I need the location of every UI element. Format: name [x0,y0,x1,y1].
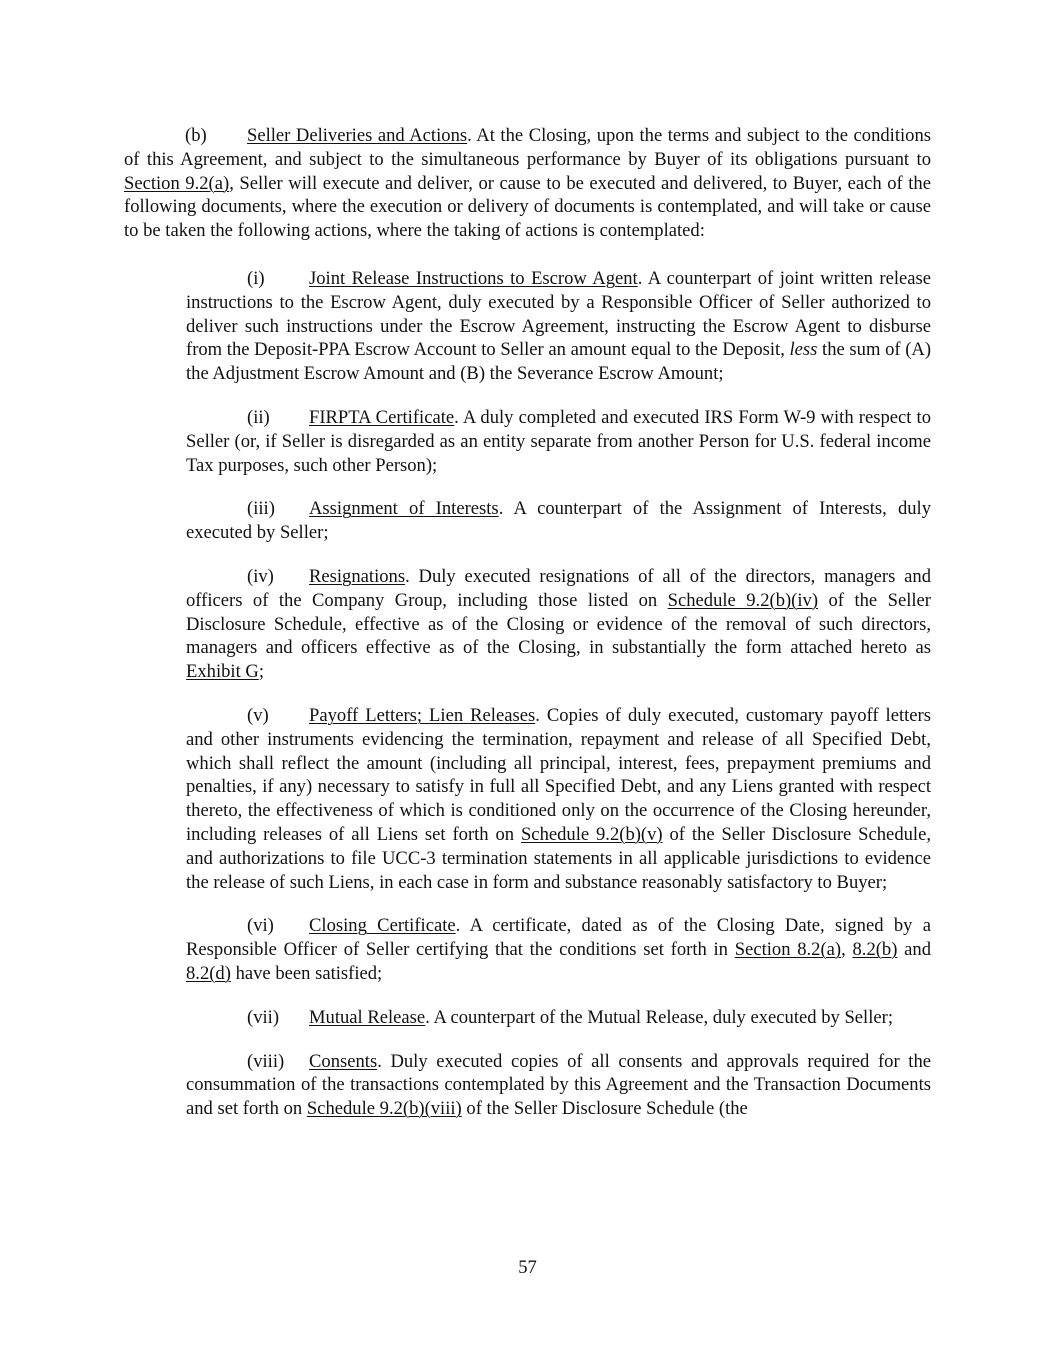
item-text: the sum of (A) the Adjustment Escrow Amount and (B) the Severance Escrow Amount; [186,339,932,385]
item-label: (iii) [247,498,275,520]
page-number: 57 [518,1257,537,1278]
cross-reference: Schedule 9.2(b)(iv) [667,589,819,611]
item-viii [186,1050,931,1121]
item-heading: Assignment of Interests [309,498,499,520]
item-iii [186,497,931,545]
item-iv [186,565,931,684]
item-heading: Joint Release Instructions to Escrow Agent [309,267,638,289]
item-italic-text: less [789,339,818,361]
item-label: (iv) [247,565,274,587]
item-label: (v) [247,704,269,726]
item-text: . A counterpart of the Mutual Release, duly executed by Seller; [425,1006,893,1028]
item-label: (viii) [247,1050,285,1072]
cross-reference: Schedule 9.2(b)(viii) [306,1098,462,1120]
paragraph-text: , Seller will execute and deliver, or cause to be executed and delivered, to Buyer, each of the following documents, where the execution or delivery of documents is contemplated, and will take or cause to be taken the following actions, where the taking of actions is contemplated: [124,172,931,242]
item-text: . A counterpart of joint written release instructions to the Escrow Agent, duly executed by a Responsible Officer of Seller authorized to deliver such instructions under the Escrow Agreement, instructing the Escrow Agent to disburse from the Deposit-PPA Escrow Account to Seller an amount equal to the Deposit, [186,267,931,361]
cross-reference: Exhibit G [186,661,259,683]
item-text: of the Seller Disclosure Schedule (the [461,1098,748,1120]
paragraph-label: (b) [185,125,207,146]
item-ii [186,406,931,477]
item-text: . A duly completed and executed IRS Form W-9 with respect to Seller (or, if Seller is disregarded as an entity separate from another Person for U.S. federal income Tax purposes, such other Person); [186,406,931,476]
item-text: . A counterpart of the Assignment of Interests, duly executed by Seller; [186,498,931,544]
item-label: (vi) [247,915,274,937]
item-label: (vii) [247,1006,280,1028]
item-heading: Closing Certificate [309,915,456,937]
item-text: . Duly executed copies of all consents and approvals required for the consummation of the transactions contemplated by this Agreement and the Transaction Documents and set forth on [186,1050,931,1120]
item-text: , [841,939,853,961]
cross-reference: Schedule 9.2(b)(v) [520,823,663,845]
item-text: . Copies of duly executed, customary payoff letters and other instruments evidencing the termination, repayment and release of all Specified Debt, which shall reflect the amount (including all principal, interest, fees, prepayment premiums and penalties, if any) necessary to satisfy in full all Specified Debt, and any Liens granted with respect thereto, the effectiveness of which is conditioned only on the occurrence of the Closing hereunder, including releases of all Liens set forth on [186,704,931,845]
item-text: of the Seller Disclosure Schedule, and authorizations to file UCC-3 termination statements in all applicable jurisdictions to evidence the release of such Liens, in each case in form and substance reasonably satisfactory to Buyer; [186,823,931,893]
item-text: of the Seller Disclosure Schedule, effective as of the Closing or evidence of the removal of such directors, managers and officers effective as of the Closing, in substantially the form attached hereto as [186,589,931,659]
cross-reference: Section 8.2(a) [734,939,842,961]
cross-reference: Section 9.2(a) [124,172,230,194]
item-heading: Mutual Release [309,1006,426,1028]
item-heading: Consents [309,1050,378,1072]
item-heading: FIRPTA Certificate [309,406,455,428]
item-text: . Duly executed resignations of all of the directors, managers and officers of the Company Group, including those listed on [186,565,931,611]
item-text: . A certificate, dated as of the Closing Date, signed by a Responsible Officer of Seller certifying that the conditions set forth in [186,915,931,961]
paragraph-heading: Seller Deliveries and Actions [247,125,468,146]
item-label: (ii) [247,406,270,428]
item-text: and [897,939,932,961]
item-label: (i) [247,267,265,289]
item-text: ; [258,661,264,683]
item-i [186,267,931,386]
paragraph-b [124,124,931,243]
item-heading: Payoff Letters; Lien Releases [309,704,536,726]
item-text: have been satisfied; [230,962,383,984]
document-page [124,124,931,1141]
item-vi [186,914,931,985]
item-vii [186,1006,931,1030]
paragraph-text: . At the Closing, upon the terms and subject to the conditions of this Agreement, and subject to the simultaneous performance by Buyer of its obligations pursuant to [124,125,932,170]
cross-reference: 8.2(d) [186,962,231,984]
item-heading: Resignations [309,565,406,587]
cross-reference: 8.2(b) [852,939,898,961]
item-v [186,704,931,894]
